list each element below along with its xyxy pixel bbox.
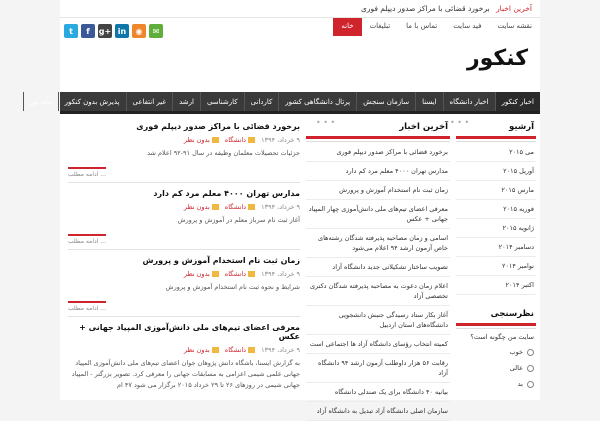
googleplus-icon[interactable]: g+: [98, 24, 112, 38]
latest-news-list: [306, 143, 450, 421]
post-date: ۹ خرداد، ۱۳۹۴: [261, 136, 300, 144]
list-item[interactable]: اسامی و زمان مصاحبه پذیرفته شدگان رشته‌های خاص آزمون ارشد ۹۴ اعلام می‌شود: [306, 229, 450, 258]
poll-option[interactable]: [456, 344, 536, 360]
list-item[interactable]: تصویب ساختار تشکیلاتی جدید دانشگاه آزاد: [306, 258, 450, 277]
topnav-feed[interactable]: فید سایت: [453, 22, 482, 30]
post-excerpt: به گزارش ایسنا، باشگاه دانش پژوهان جوان اعضای تیم‌های ملی دانش‌آموزی المپیاد جهانی علمی شیمی اعزامی به مسابقات جهانی را معرفی کرد. تصویر بزرگتر - المپیاد جهانی شیمی در روزهای ۲۶ تا ۲۹ خرداد ۲۰۱۵ برگزار می شود ۴۷ ام: [71, 359, 300, 389]
page: [29, 0, 540, 415]
email-icon[interactable]: ✉: [149, 24, 163, 38]
nav-kardani[interactable]: کاردانی: [244, 92, 279, 111]
archive-item[interactable]: مارس ۲۰۱۵: [456, 181, 536, 200]
post-title[interactable]: برخورد قضائی با مراکز صدور دیپلم فوری: [136, 122, 300, 131]
nav-karshenasi[interactable]: کارشناسی: [200, 92, 244, 111]
poll-title: نظرسنجی: [456, 305, 536, 326]
radio-button[interactable]: [527, 365, 534, 372]
comment-icon: [212, 137, 219, 143]
archive-item[interactable]: فوریه ۲۰۱۵: [456, 200, 536, 219]
ticker-label: آخرین اخبار: [496, 4, 532, 13]
list-item[interactable]: آغاز بکار ستاد رسیدگی جنبش دانشجویی دانشگاه‌های استان اردبیل: [306, 306, 450, 335]
post-meta: [68, 346, 300, 354]
nav-isna[interactable]: ایسنا: [415, 92, 442, 111]
read-more-link[interactable]: ادامه مطلب ...: [68, 301, 106, 312]
nav-portal[interactable]: پرتال دانشگاهی کشور: [278, 92, 356, 111]
post-title[interactable]: معرفی اعضای تیم‌های ملی دانش‌آموزی المپیاد جهانی + عکس: [79, 323, 300, 341]
poll-option[interactable]: [456, 376, 536, 392]
post-excerpt: آغاز ثبت نام سرباز معلم در آموزش و پرورش: [177, 216, 300, 224]
topnav-sitemap[interactable]: نقشه سایت: [497, 22, 532, 30]
post-category[interactable]: دانشگاه: [224, 270, 247, 278]
post-category[interactable]: دانشگاه: [224, 203, 247, 211]
post-item: [68, 122, 300, 183]
read-more-link[interactable]: ادامه مطلب ...: [68, 234, 106, 245]
post-date: ۹ خرداد، ۱۳۹۴: [261, 346, 300, 354]
poll-question: سایت من چگونه است؟: [470, 333, 534, 341]
nav-gheir-entefaei[interactable]: غیر انتفاعی: [126, 92, 173, 111]
nav-konkur-news[interactable]: اخبار کنکور: [495, 92, 540, 111]
nav-payam-noor[interactable]: پیام نور: [23, 92, 58, 111]
post-meta: [68, 203, 300, 211]
topnav-home[interactable]: خانه: [333, 18, 361, 36]
list-item[interactable]: رقابت ۵۶ هزار داوطلب آزمون ارشد ۹۴ دانشگاه آزاد: [306, 354, 450, 383]
post-date: ۹ خرداد، ۱۳۹۴: [261, 270, 300, 278]
nav-university-news[interactable]: اخبار دانشگاه: [443, 92, 495, 111]
comment-icon: [212, 347, 219, 353]
post-category[interactable]: دانشگاه: [224, 346, 247, 354]
post-comments[interactable]: بدون نظر: [183, 136, 210, 144]
post-meta: [68, 270, 300, 278]
facebook-icon[interactable]: f: [81, 24, 95, 38]
archive-item[interactable]: آوریل ۲۰۱۵: [456, 162, 536, 181]
post-category[interactable]: دانشگاه: [224, 136, 247, 144]
archive-item[interactable]: نوامبر ۲۰۱۴: [456, 257, 536, 276]
rss-icon[interactable]: ◉: [132, 24, 146, 38]
list-item[interactable]: کمیته انتخاب رؤسای دانشگاه آزاد ها اجتماعی است: [306, 335, 450, 354]
topnav-ads[interactable]: تبلیغات: [369, 22, 391, 30]
topnav-contact[interactable]: تماس با ما: [406, 22, 438, 30]
social-icons: [64, 24, 163, 38]
nav-no-konkur[interactable]: پذیرش بدون کنکور: [58, 92, 126, 111]
folder-icon: [248, 137, 255, 143]
folder-icon: [248, 347, 255, 353]
post-date: ۹ خرداد، ۱۳۹۴: [261, 203, 300, 211]
folder-icon: [248, 271, 255, 277]
post-item: [68, 256, 300, 317]
post-title[interactable]: مدارس تهران ۴۰۰۰ معلم مرد کم دارد: [153, 189, 300, 198]
list-item[interactable]: زمان ثبت نام استخدام آموزش و پرورش: [306, 181, 450, 200]
list-item[interactable]: مدارس تهران ۴۰۰۰ معلم مرد کم دارد: [306, 162, 450, 181]
posts-column: [68, 118, 300, 401]
post-excerpt: جزئیات تحصیلات معلمان وظیفه در سال ۹۱-۹۲ اعلام شد: [147, 149, 300, 157]
divider-dots: • • •: [316, 118, 336, 127]
archive-title: آرشیو: [456, 118, 536, 139]
news-ticker[interactable]: [361, 4, 532, 13]
radio-button[interactable]: [527, 381, 534, 388]
nav-arshad[interactable]: ارشد: [172, 92, 200, 111]
divider-dots: • • •: [450, 118, 470, 127]
comment-icon: [212, 271, 219, 277]
radio-button[interactable]: [527, 349, 534, 356]
list-item[interactable]: بیانیه ۴۰ دانشگاه برای یک صندلی دانشگاه: [306, 383, 450, 402]
archive-list: [456, 143, 536, 295]
comment-icon: [212, 204, 219, 210]
site-logo[interactable]: کنکور: [466, 46, 528, 71]
latest-news-widget: [306, 118, 450, 421]
post-item: [68, 189, 300, 250]
read-more-link[interactable]: ادامه مطلب ...: [68, 167, 106, 178]
list-item[interactable]: معرفی اعضای تیم‌های ملی دانش‌آموزی چهار المپیاد جهانی + عکس: [306, 200, 450, 229]
list-item[interactable]: اعلام زمان دعوت به مصاحبه پذیرفته شدگان دکتری تخصصی آزاد: [306, 277, 450, 306]
post-excerpt: شرایط و نحوه ثبت نام استخدام آموزش و پرورش: [165, 283, 300, 291]
sidebar: [456, 118, 536, 392]
folder-icon: [248, 204, 255, 210]
ticker-text[interactable]: برخورد قضائی با مراکز صدور دیپلم فوری: [360, 4, 490, 13]
poll-option[interactable]: [456, 360, 536, 376]
post-comments[interactable]: بدون نظر: [183, 270, 210, 278]
main-nav: [29, 92, 540, 114]
archive-item[interactable]: ژانویه ۲۰۱۵: [456, 219, 536, 238]
poll-option-label: عالی: [509, 364, 523, 372]
archive-item[interactable]: دسامبر ۲۰۱۴: [456, 238, 536, 257]
nav-sanjesh[interactable]: سازمان سنجش: [356, 92, 415, 111]
post-item: [68, 323, 300, 395]
post-comments[interactable]: بدون نظر: [183, 203, 210, 211]
poll-option-label: خوب: [509, 348, 523, 356]
post-meta: [68, 136, 300, 144]
linkedin-icon[interactable]: in: [115, 24, 129, 38]
post-comments[interactable]: بدون نظر: [183, 346, 210, 354]
top-bar: [60, 0, 540, 18]
list-item[interactable]: سازمان اصلی دانشگاه آزاد تبدیل به دانشگاه آزاد: [306, 402, 450, 421]
twitter-icon[interactable]: t: [64, 24, 78, 38]
list-item[interactable]: برخورد قضائی با مراکز صدور دیپلم فوری: [306, 143, 450, 162]
post-title[interactable]: زمان ثبت نام استخدام آموزش و پرورش: [142, 256, 300, 265]
top-nav: [333, 18, 540, 36]
widget-title: آخرین اخبار: [306, 118, 450, 139]
archive-item[interactable]: می ۲۰۱۵: [456, 143, 536, 162]
poll-option-label: بد: [517, 380, 523, 388]
archive-item[interactable]: اکتبر ۲۰۱۴: [456, 276, 536, 295]
